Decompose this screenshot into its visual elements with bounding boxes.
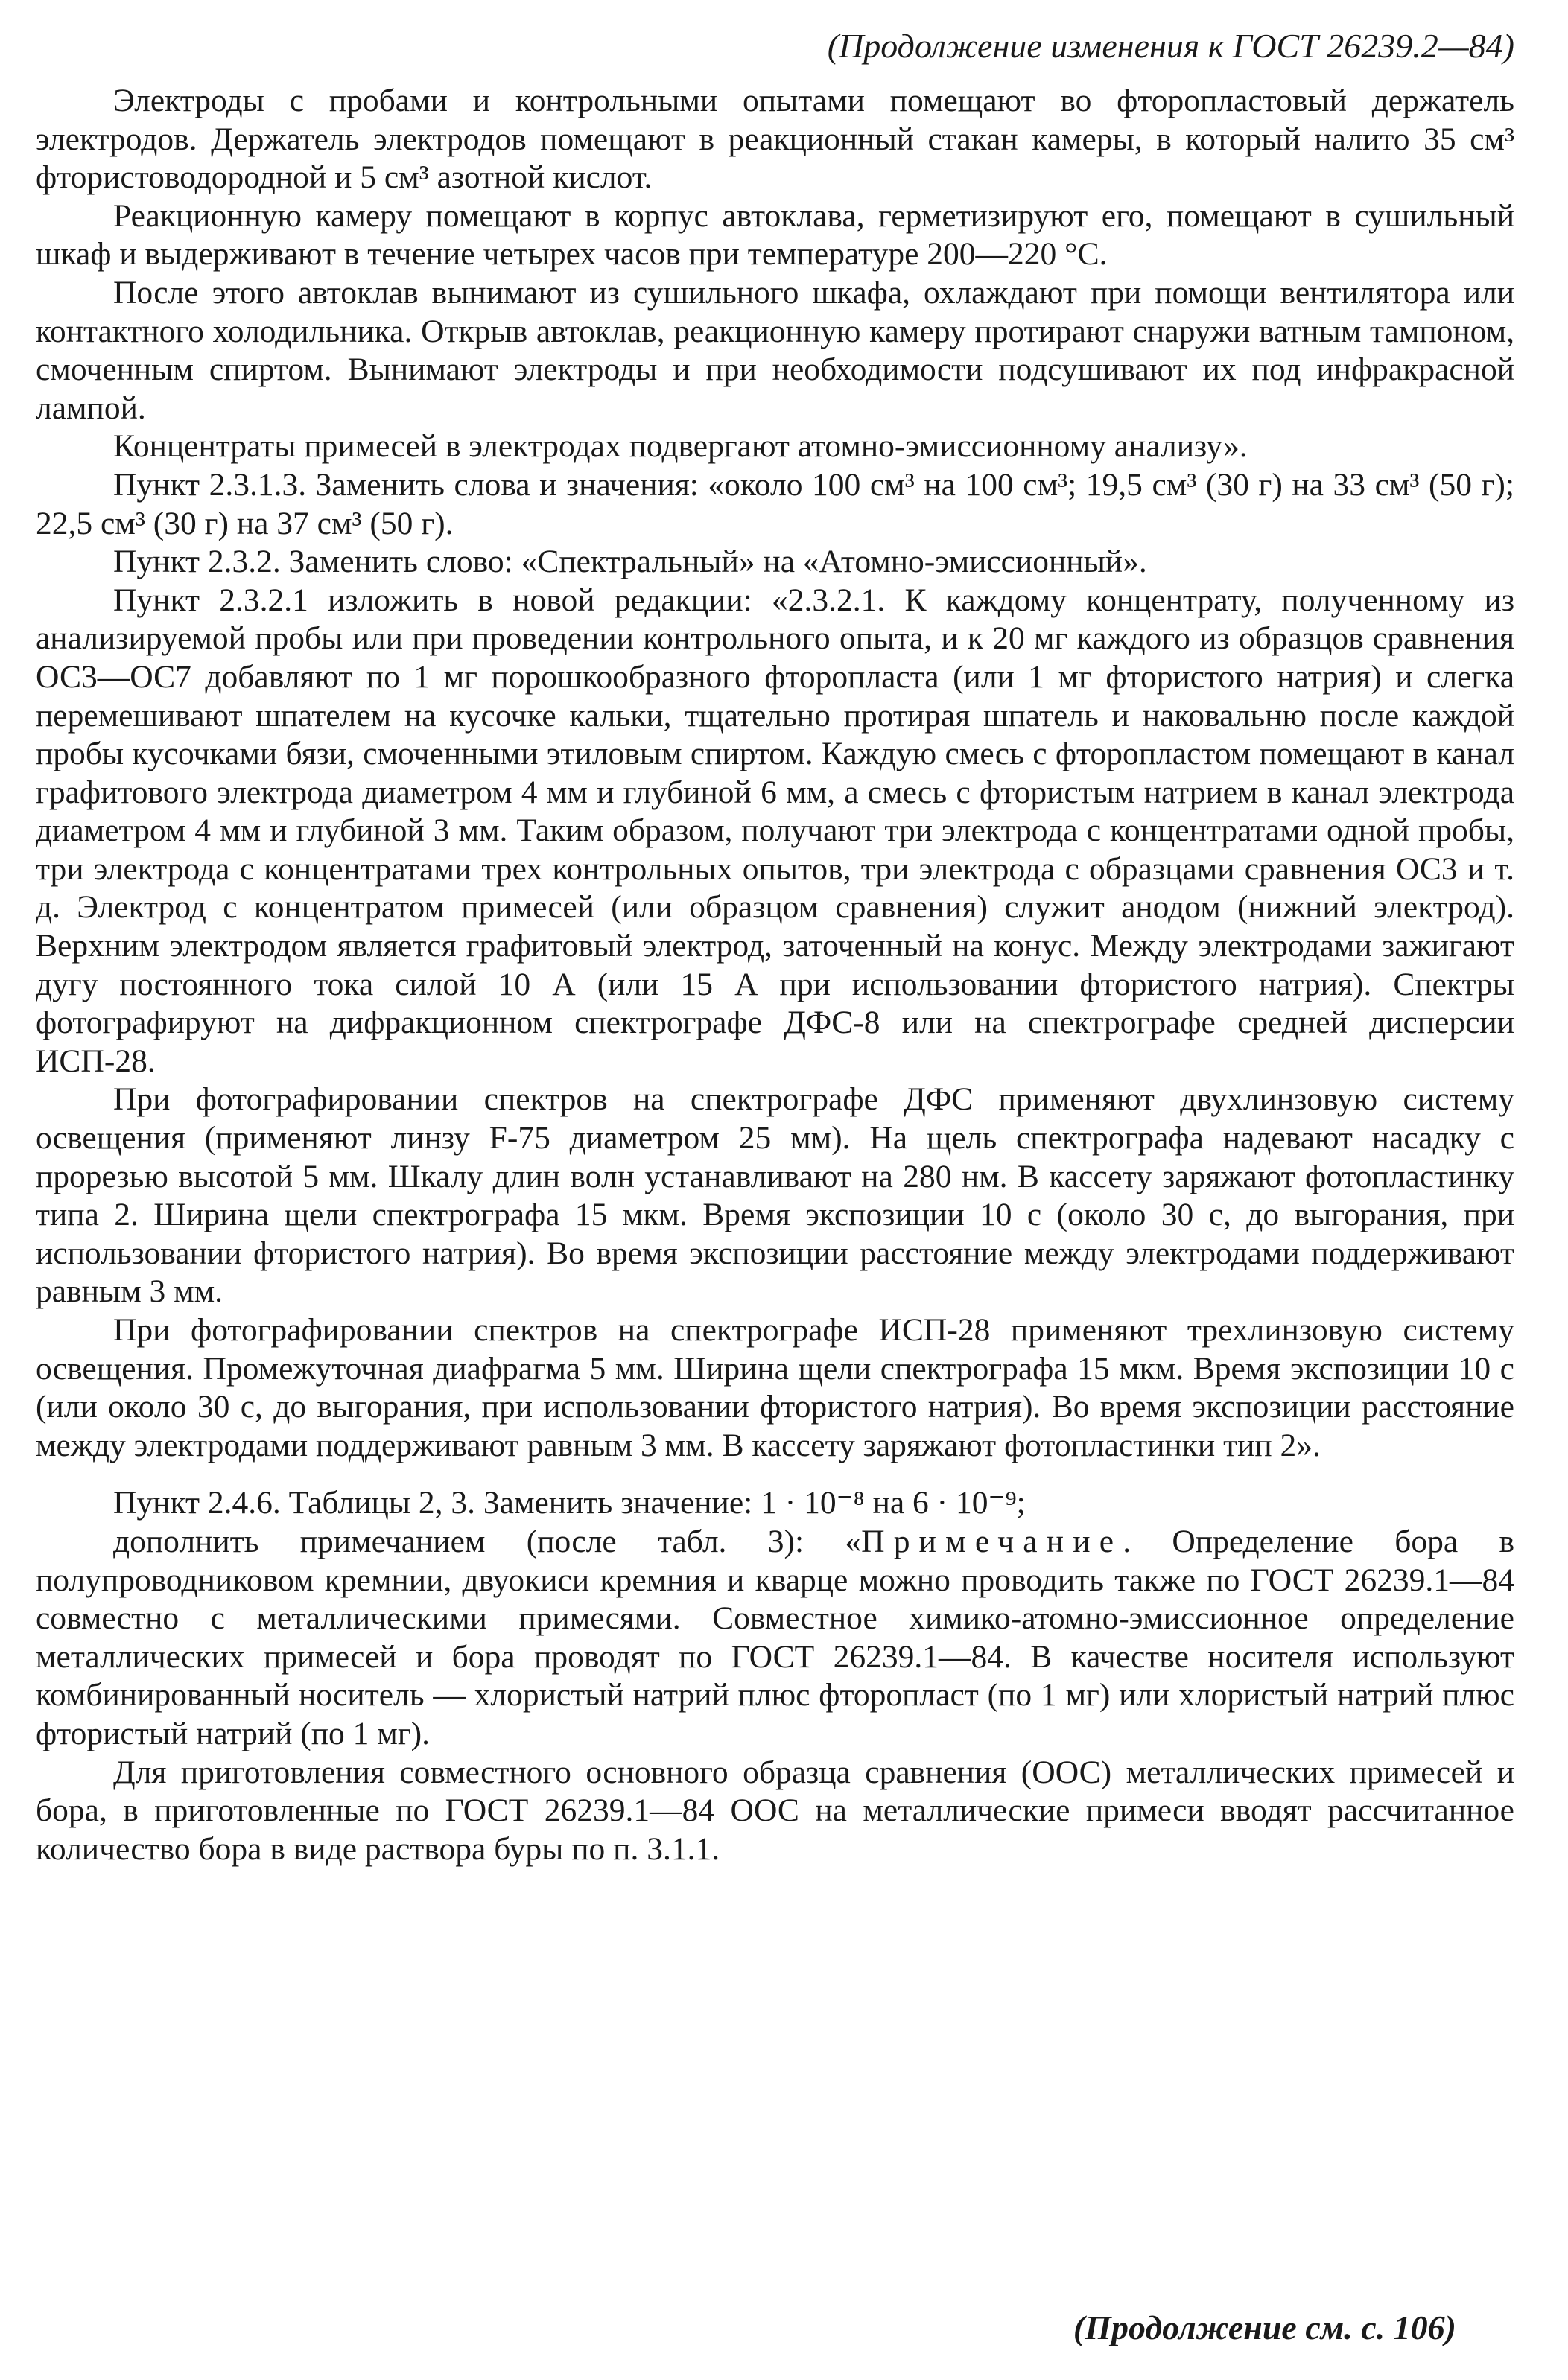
note-text: . Определение бора в полупроводниковом кремнии, двуокиси кремния и кварце можно проводить также по ГОСТ 26239.1—84 совместно с металлическими примесями. Совместное химико-атомно-эмиссионное определение металлических примесей и бора проводят по ГОСТ 26239.1—84. В качестве носителя используют комбинированный носитель — хлористый натрий плюс фторопласт (по 1 мг) или хлористый натрий плюс фтористый натрий (по 1 мг). (36, 1523, 1514, 1751)
paragraph-joint-reference-sample: Для приготовления совместного основного образца сравнения (ООС) металлических примесей и бора, в приготовленные по ГОСТ 26239.1—84 ООС на металлические примеси вводят рассчитанное количество бора в виде раствора буры по п. 3.1.1. (36, 1754, 1514, 1867)
paragraph-clause-2-4-6: Пункт 2.4.6. Таблицы 2, 3. Заменить значение: 1 · 10⁻⁸ на 6 · 10⁻⁹; (113, 1485, 1026, 1521)
paragraph-dfs-spectrograph: При фотографировании спектров на спектрографе ДФС применяют двухлинзовую систему освещения (применяют линзу F-75 диаметром 25 мм). На щель спектрографа надевают насадку с прорезью высотой 5 мм. Шкалу длин волн устанавливают на 280 нм. В кассету заряжают фотопластинку типа 2. Ширина щели спектрографа 15 мкм. Время экспозиции 10 с (около 30 с, до выгорания, при использовании фтористого натрия). Во время экспозиции расстояние между электродами поддерживают равным 3 мм. (36, 1081, 1514, 1310)
paragraph-clause-2-3-1-3: Пункт 2.3.1.3. Заменить слова и значения: «около 100 см³ на 100 см³; 19,5 см³ (30 г) на 33 см³ (50 г); 22,5 см³ (30 г) на 37 см³ (50 г). (36, 466, 1514, 541)
paragraph-electrodes-holder: Электроды с пробами и контрольными опытами помещают во фторопластовый держатель электродов. Держатель электродов помещают в реакционный стакан камеры, в который налито 35 см³ фтористоводородной и 5 см³ азотной кислот. (36, 83, 1514, 196)
paragraph-isp-28-spectrograph: При фотографировании спектров на спектрографе ИСП-28 применяют трехлинзовую систему освещения. Промежуточная диафрагма 5 мм. Ширина щели спектрографа 15 мкм. Время экспозиции 10 с (или около 30 с, до выгорания, при использовании фтористого натрия). Во время экспозиции расстояние между электродами поддерживают равным 3 мм. В кассету заряжают фотопластинки тип 2». (36, 1312, 1514, 1463)
paragraph-analysis: Концентраты примесей в электродах подвергают атомно-эмиссионному анализу». (113, 428, 1248, 465)
paragraph-clause-2-3-2: Пункт 2.3.2. Заменить слово: «Спектральный» на «Атомно-эмиссионный». (113, 544, 1147, 580)
running-head: (Продолжение изменения к ГОСТ 26239.2—84) (827, 27, 1514, 65)
paragraph-note (36, 1523, 1514, 1754)
paragraph-cooling: После этого автоклав вынимают из сушильного шкафа, охлаждают при помощи вентилятора или контактного холодильника. Открыв автоклав, реакционную камеру протирают снаружи ватным тампоном, смоченным спиртом. Вынимают электроды и при необходимости подсушивают их под инфракрасной лампой. (36, 274, 1514, 426)
note-label: Примечание (861, 1523, 1123, 1559)
continued-footer: (Продолжение см. с. 106) (1073, 2309, 1456, 2346)
paragraph-clause-2-3-2-1: Пункт 2.3.2.1 изложить в новой редакции: «2.3.2.1. К каждому концентрату, полученному из анализируемой пробы или при проведении контрольного опыта, и к 20 мг каждого из образцов сравнения ОС3—ОС7 добавляют по 1 мг порошкообразного фторопласта (или 1 мг фтористого натрия) и слегка перемешивают шпателем на кусочке кальки, тщательно протирая шпатель и наковальню после каждой пробы кусочками бязи, смоченными этиловым спиртом. Каждую смесь с фторопластом помещают в канал графитового электрода диаметром 4 мм и глубиной 6 мм, а смесь с фтористым натрием в канал электрода диаметром 4 мм и глубиной 3 мм. Таким образом, получают три электрода с концентратами одной пробы, три электрода с концентратами трех контрольных опытов, три электрода с образцами сравнения ОС3 и т. д. Электрод с концентратом примесей (или образцом сравнения) служит анодом (нижний электрод). Верхним электродом является графитовый электрод, заточенный на конус. Между электродами зажигают дугу постоянного тока силой 10 А (или 15 А при использовании фтористого натрия). Спектры фотографируют на дифракционном спектрографе ДФС-8 или на спектрографе средней дисперсии ИСП-28. (36, 582, 1514, 1079)
note-lead: дополнить примечанием (после табл. 3): « (113, 1523, 862, 1559)
paragraph-autoclave: Реакционную камеру помещают в корпус автоклава, герметизируют его, помещают в сушильный шкаф и выдерживают в течение четырех часов при температуре 200—220 °C. (36, 197, 1514, 273)
